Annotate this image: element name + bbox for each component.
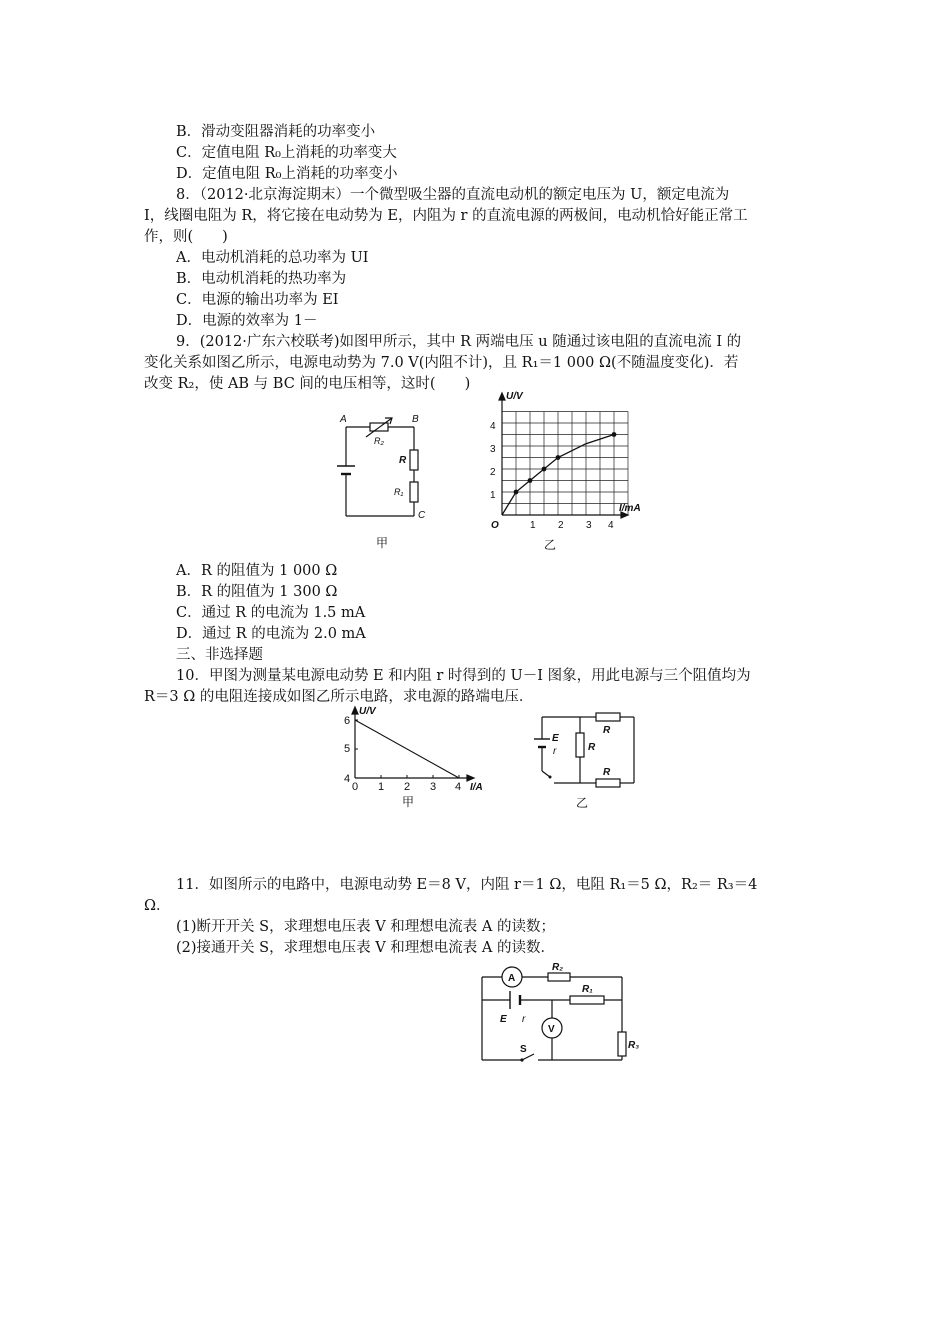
q9-stem-line1: 9．(2012·广东六校联考)如图甲所示，其中 R 两端电压 u 随通过该电阻的直流电流 I 的 (176, 334, 742, 350)
y-tick-4: 4 (344, 773, 351, 785)
r-mid-label: R (588, 742, 596, 753)
r2-label: R₂ (552, 962, 564, 973)
x-tick-1: 1 (378, 781, 385, 793)
q9-stem-line3: 改变 R₂，使 AB 与 BC 间的电压相等，这时( ) (144, 376, 471, 392)
q11-circuit (470, 960, 650, 1072)
origin-label: O (491, 520, 499, 531)
q10-jia-caption: 甲 (402, 795, 415, 809)
r1-label: R₁ (582, 984, 593, 995)
q10-stem-line1: 10．甲图为测量某电源电动势 E 和内阻 r 时得到的 U－I 图象，用此电源与三个阻值均为 (176, 668, 751, 684)
switch-icon (549, 776, 552, 779)
x-tick-2: 2 (404, 781, 411, 793)
q11-stem-line1: 11．如图所示的电路中，电源电动势 E＝8 V，内阻 r＝1 Ω，电阻 R₁＝5 Ω，R₂＝ R₃＝4 (176, 877, 758, 893)
node-b-label: B (412, 414, 419, 425)
x-axis-label: I/mA (619, 503, 641, 514)
q10-circuit-yi (530, 705, 650, 813)
q7-option-c: C．定值电阻 R₀上消耗的功率变大 (176, 145, 397, 161)
x-tick-1: 1 (530, 520, 536, 531)
q11-stem-line2: Ω． (144, 898, 171, 914)
x-tick-0: 0 (352, 781, 359, 793)
q8-stem-line1: 8．（2012·北京海淀期末）一个微型吸尘器的直流电动机的额定电压为 U，额定电流为 (176, 187, 730, 203)
q9-option-a: A．R 的阻值为 1 000 Ω (176, 563, 338, 579)
q8-option-b: B．电动机消耗的热功率为 (176, 271, 347, 287)
q9-circuit-jia (330, 410, 440, 560)
x-tick-4: 4 (608, 520, 614, 531)
q11-sub-question-1: (1)断开开关 S，求理想电压表 V 和理想电流表 A 的读数； (176, 919, 555, 935)
x-tick-3: 3 (430, 781, 437, 793)
q9-option-b: B．R 的阻值为 1 300 Ω (176, 584, 338, 600)
data-point (528, 478, 533, 483)
q7-option-b: B．滑动变阻器消耗的功率变小 (176, 124, 376, 140)
q9-option-c: C．通过 R 的电流为 1.5 mA (176, 605, 366, 621)
node-c-label: C (418, 510, 426, 521)
switch-icon (520, 1058, 523, 1061)
emf-label: E (500, 1014, 507, 1025)
r-top-label: R (603, 725, 611, 736)
q10-graph-jia (330, 700, 500, 812)
q9-option-d: D．通过 R 的电流为 2.0 mA (176, 626, 366, 642)
data-point (542, 467, 547, 472)
q7-option-d: D．定值电阻 R₀上消耗的功率变小 (176, 166, 398, 182)
r-bottom-label: R (603, 767, 611, 778)
q8-stem-line3: 作，则( ) (144, 229, 228, 245)
r1-label: R₁ (394, 487, 404, 497)
node-a-label: A (340, 414, 347, 425)
r2-label: R₂ (374, 436, 384, 446)
y-tick-5: 5 (344, 743, 351, 755)
q10-stem-line2: R＝3 Ω 的电阻连接成如图乙所示电路，求电源的路端电压． (144, 689, 534, 705)
x-tick-3: 3 (586, 520, 592, 531)
r3-label: R₃ (628, 1040, 640, 1051)
q8-option-d: D．电源的效率为 1－ (176, 313, 318, 329)
r-label: R (399, 455, 407, 466)
q9-stem-line2: 变化关系如图乙所示，电源电动势为 7.0 V(内阻不计)，且 R₁＝1 000 Ω(不随温度变化)．若 (144, 355, 739, 371)
ammeter-label: A (508, 973, 516, 984)
q9-graph-yi (480, 385, 660, 555)
q10-yi-caption: 乙 (576, 796, 589, 810)
q9-jia-caption: 甲 (376, 536, 389, 550)
data-point (556, 455, 561, 460)
q8-option-c: C．电源的输出功率为 EI (176, 292, 339, 308)
switch-label: S (520, 1044, 527, 1055)
section-heading: 三、非选择题 (176, 647, 263, 663)
voltmeter-label: V (548, 1024, 555, 1035)
data-point (612, 432, 617, 437)
y-tick-1: 1 (490, 490, 496, 501)
emf-label: E (552, 733, 559, 744)
x-axis-label: I/A (470, 782, 483, 793)
y-tick-2: 2 (490, 467, 496, 478)
u-i-line (355, 720, 459, 778)
q8-option-a: A．电动机消耗的总功率为 UI (176, 250, 369, 266)
y-axis-label: U/V (359, 706, 376, 717)
y-axis-label: U/V (506, 391, 523, 402)
data-point (514, 490, 519, 495)
q8-stem-line2: I，线圈电阻为 R，将它接在电动势为 E，内阻为 r 的直流电源的两极间，电动机恰好能正常工 (144, 208, 748, 224)
q9-yi-caption: 乙 (544, 538, 557, 552)
x-tick-2: 2 (558, 520, 564, 531)
y-tick-3: 3 (490, 444, 496, 455)
y-tick-4: 4 (490, 421, 496, 432)
x-tick-4: 4 (455, 781, 462, 793)
y-tick-6: 6 (344, 715, 351, 727)
internal-r-label: r (553, 746, 557, 757)
internal-r-label: r (522, 1014, 526, 1025)
q11-sub-question-2: (2)接通开关 S，求理想电压表 V 和理想电流表 A 的读数． (176, 940, 555, 956)
